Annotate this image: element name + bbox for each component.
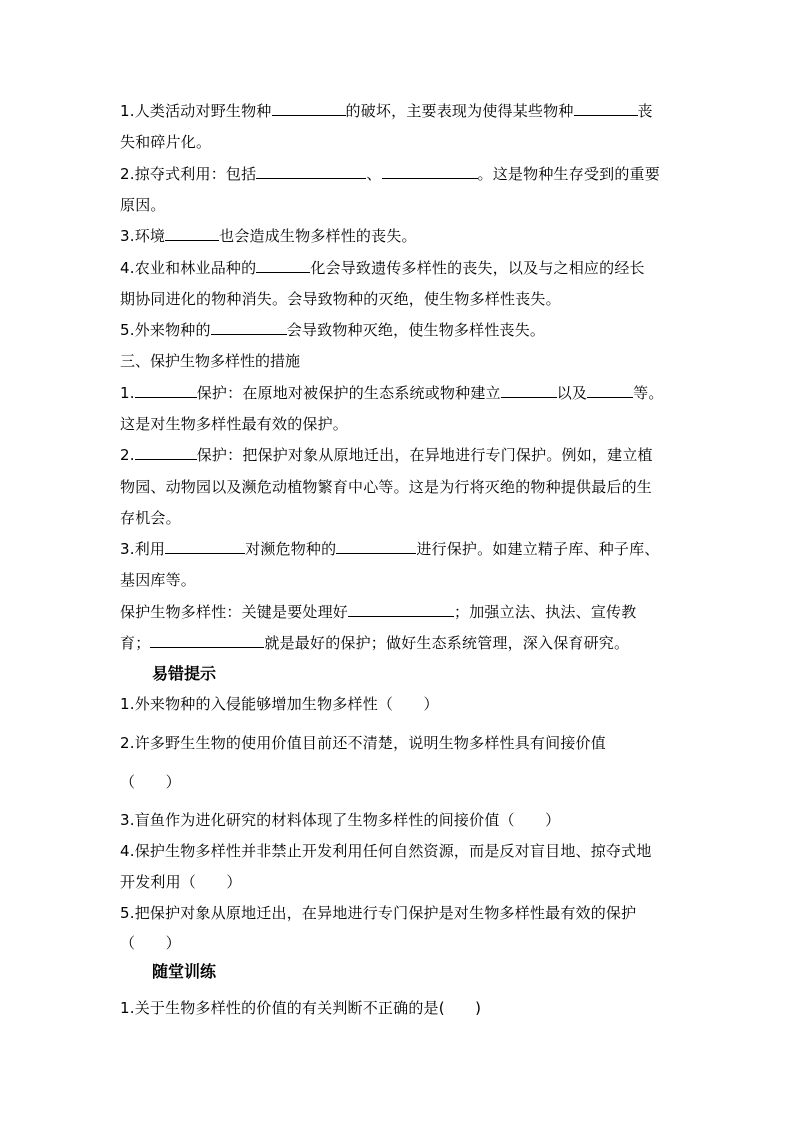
text: 存机会。 [120, 509, 181, 527]
text: 、 [366, 165, 382, 183]
text: 丧 [637, 102, 653, 120]
text: 1. [120, 384, 135, 402]
tips-heading: 易错提示 [152, 664, 217, 683]
tip-2: 2.许多野生生物的使用价值目前还不清楚，说明生物多样性具有间接价值 [120, 734, 606, 752]
measure-2-line-3 [120, 508, 181, 528]
item-4-line-1 [120, 258, 645, 278]
text: 物园、动物园以及濒危动植物繁育中心等。这是为行将灭绝的物种提供最后的生 [120, 478, 653, 496]
blank-14 [348, 602, 454, 617]
question-1: 1.关于生物多样性的价值的有关判断不正确的是( ) [120, 999, 482, 1017]
text: 就是最好的保护；做好生态系统管理，深入保育研究。 [264, 634, 630, 652]
text: 3.环境 [120, 227, 166, 245]
tip-4: 4.保护生物多样性并非禁止开发利用任何自然资源，而是反对盲目地、掠夺式地 [120, 842, 652, 860]
text: 期协同进化的物种消失。会导致物种的灭绝，使生物多样性丧失。 [120, 290, 561, 308]
text: 失和碎片化。 [120, 133, 212, 151]
item-1-line-1 [120, 101, 653, 121]
text: ；加强立法、执法、宣传教 [454, 603, 637, 621]
item-2-line-1 [120, 164, 660, 184]
text: 这是对生物多样性最有效的保护。 [120, 415, 349, 433]
text: 化会导致遗传多样性的丧失，以及与之相应的经长 [310, 259, 645, 277]
measure-3-line-2 [120, 570, 196, 590]
tip-5-paren: （ ） [120, 934, 181, 952]
item-4-line-2 [120, 289, 561, 309]
text: 会导致物种灭绝，使生物多样性丧失。 [286, 321, 546, 339]
item-3-line-1 [120, 226, 417, 246]
text: 4.农业和林业品种的 [120, 259, 257, 277]
blank-12 [165, 539, 245, 554]
text: 育； [120, 634, 151, 652]
text: 进行保护。如建立精子库、种子库、 [416, 540, 660, 558]
key-line-2 [120, 633, 629, 653]
text: 2. [120, 446, 135, 464]
tip-5: 5.把保护对象从原地迁出，在异地进行专门保护是对生物多样性最有效的保护 [120, 904, 637, 922]
item-2-line-2 [120, 195, 166, 215]
item-5-line-1 [120, 320, 545, 340]
blank-9 [501, 383, 557, 398]
text: 等。 [633, 384, 664, 402]
measure-2-line-2 [120, 477, 652, 497]
blank-8 [135, 383, 197, 398]
text: 的破坏，主要表现为使得某些物种 [345, 102, 574, 120]
tip-2-paren: （ ） [120, 773, 181, 791]
blank-1 [272, 101, 346, 116]
text: 基因库等。 [120, 571, 197, 589]
text: 3.利用 [120, 540, 166, 558]
text: 保护生物多样性：关键是要处理好 [120, 603, 349, 621]
text: 5.外来物种的 [120, 321, 211, 339]
measure-2-line-1 [120, 445, 653, 465]
blank-11 [135, 445, 197, 460]
blank-13 [336, 539, 416, 554]
tip-3: 3.盲鱼作为进化研究的材料体现了生物多样性的间接价值（ ） [120, 811, 561, 829]
blank-10 [587, 383, 633, 398]
blank-15 [150, 633, 264, 648]
tip-4-cont: 开发利用（ ） [120, 873, 242, 891]
blank-7 [211, 320, 287, 335]
blank-4 [382, 164, 478, 179]
text: 保护：把保护对象从原地迁出，在异地进行专门保护。例如，建立植 [196, 446, 653, 464]
item-1-line-2 [120, 132, 211, 152]
text: 保护：在原地对被保护的生态系统或物种建立 [196, 384, 501, 402]
practice-heading: 随堂训练 [152, 962, 217, 981]
measure-1-line-2 [120, 414, 348, 434]
tip-1: 1.外来物种的入侵能够增加生物多样性（ ） [120, 695, 439, 713]
measure-1-line-1 [120, 383, 664, 403]
blank-5 [165, 226, 219, 241]
text: 2.掠夺式利用：包括 [120, 165, 257, 183]
key-line-1 [120, 602, 636, 622]
text: 对濒危物种的 [245, 540, 337, 558]
blank-2 [574, 101, 638, 116]
blank-3 [256, 164, 366, 179]
text: 。这是物种生存受到的重要 [477, 165, 660, 183]
text: 以及 [556, 384, 588, 402]
text: 原因。 [120, 196, 166, 214]
blank-6 [256, 258, 310, 273]
section-title-3: 三、保护生物多样性的措施 [120, 352, 301, 370]
measure-3-line-1 [120, 539, 660, 559]
text: 也会造成生物多样性的丧失。 [219, 227, 417, 245]
text: 1.人类活动对野生物种 [120, 102, 272, 120]
